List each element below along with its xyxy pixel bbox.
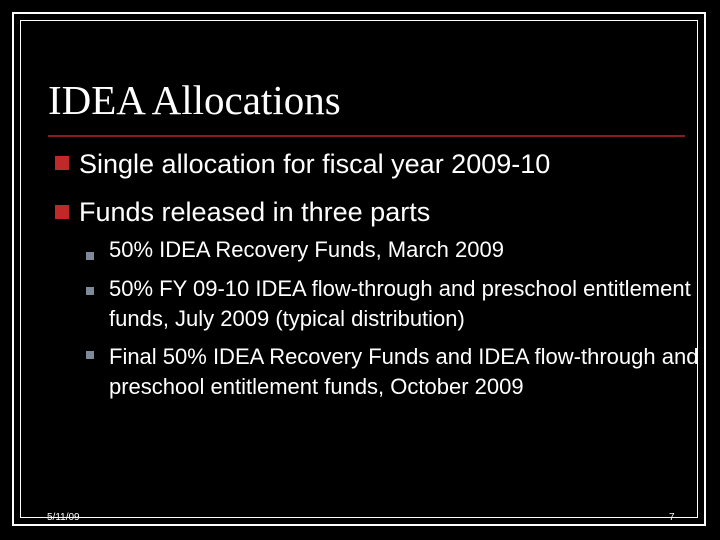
sub-bullet-item: 50% IDEA Recovery Funds, March 2009 bbox=[109, 237, 504, 262]
square-bullet-icon bbox=[55, 205, 69, 219]
bullet-item: Funds released in three parts bbox=[79, 197, 431, 227]
slide-date: 5/11/09 bbox=[47, 512, 80, 523]
small-square-bullet-icon bbox=[86, 351, 94, 359]
bullet-item: Single allocation for fiscal year 2009-10 bbox=[79, 149, 551, 179]
sub-bullet-item: Final 50% IDEA Recovery Funds and IDEA flow-through and preschool entitlement funds, October 2009 bbox=[109, 344, 699, 399]
sub-bullet-item: 50% FY 09-10 IDEA flow-through and preschool entitlement funds, July 2009 (typical distribution) bbox=[109, 276, 691, 331]
title-underline bbox=[48, 135, 685, 137]
slide-page-number: 7 bbox=[669, 512, 675, 523]
square-bullet-icon bbox=[55, 156, 69, 170]
small-square-bullet-icon bbox=[86, 287, 94, 295]
small-square-bullet-icon bbox=[86, 252, 94, 260]
slide-title: IDEA Allocations bbox=[48, 77, 341, 123]
